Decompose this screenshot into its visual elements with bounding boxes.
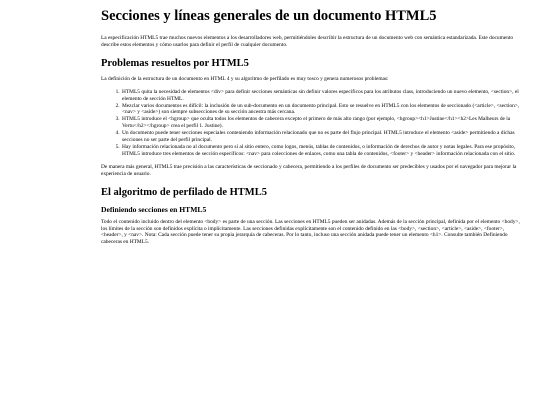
subsection-heading-defining-sections: Definiendo secciones en HTML5 bbox=[101, 204, 207, 214]
section-heading-problems: Problemas resueltos por HTML5 bbox=[101, 57, 249, 69]
problems-conclusion-paragraph: De manera más general, HTML5 trae precisión a las características de seccionado y cabecera, permitiendo a los perfiles de documento ser predecibles y usados por el navegador para mejorar la experiencia de usuario. bbox=[101, 163, 517, 177]
algorithm-paragraph: Todo el contenido incluido dentro del elemento <body> es parte de una sección. Las secciones en HTML5 pueden ser anidadas. Además de la sección principal, definida por el elemento <body>, los límites de la sección son definidos explícita o implícitamente. Las secciones definidas explícitamente son el contenido definido en las <body>, <section>, <article>, <aside>, <footer>, <header>, y <nav>. Nota: Cada sección puede tener su propia jerarquía de cabeceras. Por lo tanto, incluso una sección anidada puede tener un elemento <h1>. Consulte también Definiendo cabeceras en HTML5. bbox=[101, 218, 520, 246]
list-item: 5. Hay información relacionada no al documento pero sí al sitio entero, como logos, menús, tablas de contenidos, o información de derechos de autor y notas legales. Para ese propósito, HTML5 introduce tres elementos de sección específicos: <nav> para colecciones de enlaces, como una tabla de contenidos, <footer> y <header> información relacionada con el sitio. bbox=[121, 144, 526, 158]
problems-list bbox=[101, 89, 526, 158]
list-item: 4. Un documento puede tener secciones especiales conteniendo información relacionado que no es parte del flujo principal. HTML5 introduce el elemento <aside> permitiendo a dichas secciones no ser parte del perfil principal. bbox=[121, 130, 526, 144]
page-title: Secciones y líneas generales de un documento HTML5 bbox=[101, 8, 437, 24]
intro-paragraph: La especificación HTML5 trae muchos nuevos elementos a los desarrolladores web, permitiéndoles describir la estructura de un documento web con semántica estandarizada. Este documento describe estos elementos y cómo usarlos para definir el perfil de cualquier documento. bbox=[101, 35, 514, 48]
list-item: 1. HTML5 quita la necesidad de elementos <div> para definir secciones semánticas sin definir valores específicos para los atributos class, introduciendo un nuevo elemento, <section>, el elemento de sección HTML. bbox=[121, 89, 526, 103]
list-item: 3. HTML5 introduce el <hgroup> que oculta todos los elementos de cabecera excepto el primero de más alto rango (por ejemplo, <hgroup><h1>Justine</h1><h2>Les Malheurs de la Vertu</h2></hgroup> crea el perfil 1. Justine). bbox=[121, 116, 526, 130]
list-item: 2. Mezclar varios documentos es difícil: la inclusión de un sub-documento en un documento principal. Esto se resuelve en HTML5 con los elementos de seccionado (<article>, <section>, <nav> y <aside>) son siempre subsecciones de su sección ancestra más cercana. bbox=[121, 103, 526, 117]
section-heading-algorithm: El algoritmo de perfilado de HTML5 bbox=[101, 186, 267, 198]
problems-lead-paragraph: La definición de la estructura de un documento en HTML 4 y su algoritmo de perfilado es muy tosco y genera numerosos problemas: bbox=[101, 75, 389, 82]
